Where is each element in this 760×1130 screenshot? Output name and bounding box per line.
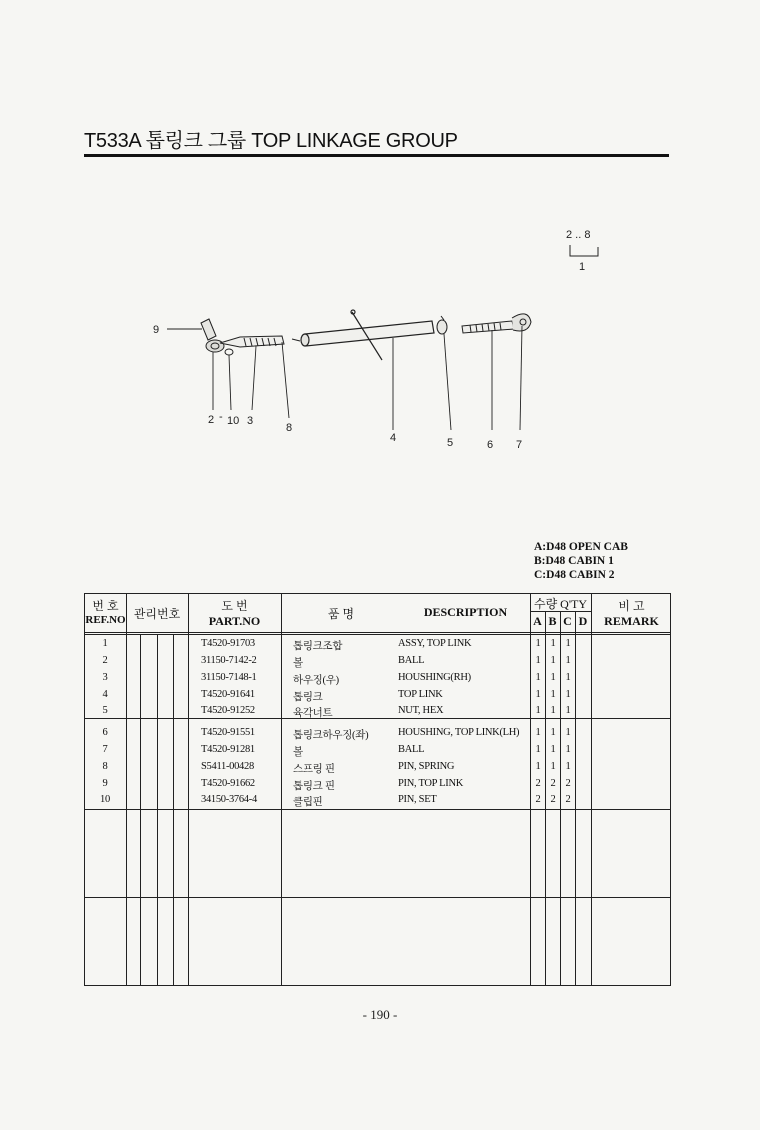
header-part-kr: 도 번 [221, 599, 248, 613]
row-line [85, 897, 670, 898]
row-line [85, 632, 670, 633]
pin-9-drawing [167, 319, 216, 340]
col-line [126, 594, 127, 985]
callout-5: 5 [447, 437, 454, 449]
callout-6: 6 [487, 439, 494, 451]
exploded-diagram [0, 0, 760, 540]
cell-qty-c: 1 [565, 761, 571, 772]
header-remark-en: REMARK [604, 614, 659, 628]
key-top: 2 .. 8 [566, 229, 591, 241]
cell-part-no: T4520-91252 [201, 705, 255, 716]
header-remark-kr: 비 고 [618, 599, 645, 613]
page-title: T533A 톱링크 그룹 TOP LINKAGE GROUP [84, 130, 458, 152]
header-qty-d: D [578, 614, 588, 628]
cell-qty-b: 1 [550, 655, 556, 666]
header-name-kr: 품 명 [327, 607, 355, 621]
cell-qty-a: 1 [535, 689, 541, 700]
cell-qty-b: 1 [550, 689, 556, 700]
cell-name: 클립핀 [293, 797, 323, 808]
cell-part-no: 31150-7142-2 [201, 655, 257, 666]
callout-2: 2 [208, 414, 215, 426]
cell-name: 하우징(우) [293, 675, 339, 686]
cell-qty-a: 1 [535, 744, 541, 755]
cell-desc: HOUSHING, TOP LINK(LH) [398, 727, 520, 738]
cell-qty-a: 2 [535, 794, 541, 805]
header-description: DESCRIPTION [423, 605, 508, 619]
cell-qty-a: 1 [535, 705, 541, 716]
housing-3-drawing [220, 336, 284, 347]
header-qty-a: A [533, 614, 542, 628]
cell-qty-b: 1 [550, 727, 556, 738]
cell-ref: 7 [102, 744, 108, 755]
cell-part-no: 31150-7148-1 [201, 672, 257, 683]
cell-name: 톱링크 핀 [293, 781, 335, 792]
legend-c: C:D48 CABIN 2 [534, 569, 615, 581]
cell-ref: 4 [102, 689, 108, 700]
cell-qty-b: 1 [550, 761, 556, 772]
cell-qty-b: 2 [550, 778, 556, 789]
col-line [575, 611, 576, 985]
row-line [85, 718, 670, 719]
cell-qty-a: 1 [535, 655, 541, 666]
cell-part-no: T4520-91703 [201, 638, 255, 649]
header-part-en: PART.NO [208, 614, 261, 628]
cell-qty-c: 1 [565, 727, 571, 738]
cell-ref: 5 [102, 705, 108, 716]
header-ref-en: REF.NO [85, 614, 126, 626]
col-line [188, 594, 189, 985]
key-bottom: 1 [579, 261, 586, 273]
cell-qty-b: 1 [550, 638, 556, 649]
cell-desc: NUT, HEX [398, 705, 444, 716]
cell-qty-a: 1 [535, 638, 541, 649]
cell-qty-b: 1 [550, 672, 556, 683]
cell-desc: BALL [398, 655, 425, 666]
cell-qty-a: 1 [535, 761, 541, 772]
cell-desc: TOP LINK [398, 689, 443, 700]
col-line [530, 594, 531, 985]
cell-name: 육각너트 [293, 708, 333, 719]
callout-7: 7 [516, 439, 523, 451]
cell-qty-c: 2 [565, 794, 571, 805]
key-bracket [570, 245, 598, 256]
cell-desc: ASSY, TOP LINK [398, 638, 472, 649]
cell-qty-c: 1 [565, 689, 571, 700]
model-legend [534, 540, 628, 582]
cell-ref: 1 [102, 638, 108, 649]
cell-qty-c: 1 [565, 655, 571, 666]
col-line [281, 594, 282, 985]
callout-9: 9 [153, 324, 160, 336]
cell-qty-b: 2 [550, 794, 556, 805]
row-line [85, 634, 670, 635]
cell-qty-c: 2 [565, 778, 571, 789]
header-qty-c: C [563, 614, 572, 628]
cell-name: 톱링크하우징(좌) [293, 730, 369, 741]
cell-qty-c: 1 [565, 672, 571, 683]
cell-qty-b: 1 [550, 705, 556, 716]
cell-name: 톱링크 [293, 692, 323, 703]
top-link-4-drawing [301, 310, 434, 360]
col-line [591, 594, 592, 985]
header-qty-b: B [548, 614, 557, 628]
cell-name: 스프링 핀 [293, 764, 335, 775]
cell-part-no: T4520-91662 [201, 778, 255, 789]
cell-qty-c: 1 [565, 705, 571, 716]
cell-name: 볼 [293, 747, 303, 758]
cell-qty-b: 1 [550, 744, 556, 755]
header-qty: 수량 Q'TY [533, 597, 587, 611]
row-line [85, 809, 670, 810]
cell-ref: 10 [100, 794, 110, 805]
callout-10: 10 [227, 415, 240, 427]
parts-table [84, 593, 671, 986]
cell-qty-c: 1 [565, 744, 571, 755]
callout-8: 8 [286, 422, 293, 434]
cell-ref: 2 [102, 655, 108, 666]
cell-qty-a: 1 [535, 727, 541, 738]
page-number: - 190 - [362, 1007, 398, 1022]
cell-desc: PIN, SET [398, 794, 437, 805]
cell-desc: BALL [398, 744, 425, 755]
cell-desc: HOUSHING(RH) [398, 672, 471, 683]
cell-ref: 3 [102, 672, 108, 683]
cell-ref: 8 [102, 761, 108, 772]
nut-5-drawing [437, 316, 447, 334]
cell-qty-c: 1 [565, 638, 571, 649]
cell-desc: PIN, SPRING [398, 761, 455, 772]
housing-6-drawing [462, 314, 531, 333]
cell-part-no: T4520-91281 [201, 744, 255, 755]
cell-qty-a: 1 [535, 672, 541, 683]
header-mgmt: 관리번호 [133, 607, 181, 621]
cell-desc: PIN, TOP LINK [398, 778, 464, 789]
cell-ref: 6 [102, 727, 108, 738]
cell-part-no: T4520-91641 [201, 689, 255, 700]
legend-b: B:D48 CABIN 1 [534, 555, 614, 567]
callout-3: 3 [247, 415, 254, 427]
callout-sep: - [219, 411, 223, 423]
cell-qty-a: 2 [535, 778, 541, 789]
spring-pin-8-drawing [292, 339, 300, 341]
cell-part-no: T4520-91551 [201, 727, 255, 738]
header-ref-kr: 번 호 [92, 599, 119, 613]
cell-part-no: S5411-00428 [201, 761, 254, 772]
cell-ref: 9 [102, 778, 108, 789]
cell-name: 톱링크조합 [293, 641, 343, 652]
cell-part-no: 34150-3764-4 [201, 794, 257, 805]
legend-a: A:D48 OPEN CAB [534, 541, 628, 553]
cell-name: 볼 [293, 658, 303, 669]
callout-4: 4 [390, 432, 397, 444]
